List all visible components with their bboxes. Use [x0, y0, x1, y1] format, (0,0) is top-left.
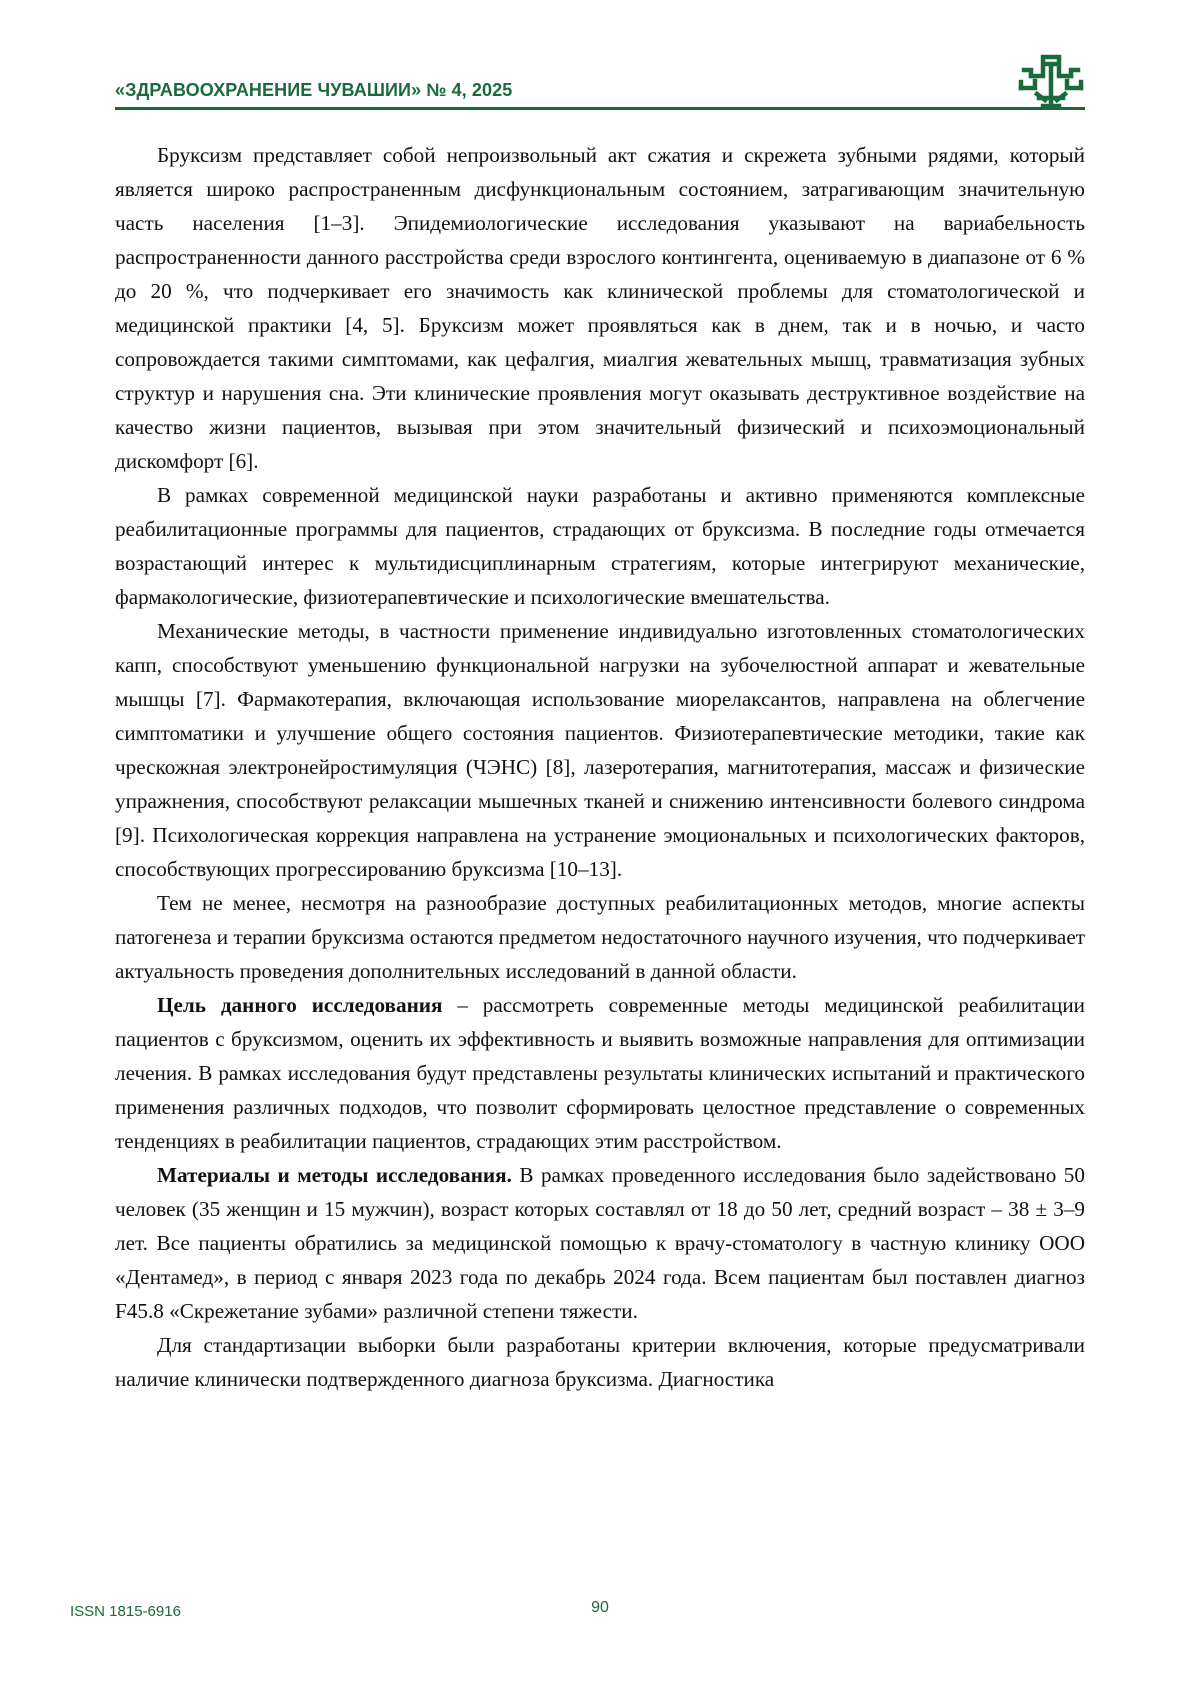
materials-methods-heading: Материалы и методы исследования.	[157, 1163, 512, 1187]
paragraph-rehabilitation-programs: В рамках современной медицинской науки разработаны и активно применяются комплексные реабилитационные программы для пациентов, страдающих от бруксизма. В последние годы отмечается возрастающий интерес к мультидисциплинарным стратегиям, которые интегрируют механические, фармакологические, физиотерапевтические и психологические вмешательства.	[115, 483, 1085, 609]
paragraph-treatment-methods: Механические методы, в частности применение индивидуально изготовленных стоматологических капп, способствуют уменьшению функциональной нагрузки на зубочелюстной аппарат и жевательные мышцы [7]. Фармакотерапия, включающая использование миорелаксантов, направлена на облегчение симптоматики и улучшение общего состояния пациентов. Физиотерапевтические методики, такие как чрескожная электронейростимуляция (ЧЭНС) [8], лазеротерапия, магнитотерапия, массаж и физические упражнения, способствуют релаксации мышечных тканей и снижению интенсивности болевого синдрома [9]. Психологическая коррекция направлена на устранение эмоциональных и психологических факторов, способствующих прогрессированию бруксизма [10–13].	[115, 619, 1085, 881]
page-number: 90	[591, 1599, 609, 1616]
journal-title: «ЗДРАВООХРАНЕНИЕ ЧУВАШИИ» № 4, 2025	[115, 80, 513, 100]
header-divider	[115, 107, 1085, 110]
paragraph-study-aim: Цель данного исследования – рассмотреть современные методы медицинской реабилитации пациентов с бруксизмом, оценить их эффективность и выявить возможные направления для оптимизации лечения. В рамках исследования будут представлены результаты клинических испытаний и практического применения различных подходов, что позволит сформировать целостное представление о современных тенденциях в реабилитации пациентов, страдающих этим расстройством.	[115, 993, 1085, 1153]
paragraph-materials-methods: Материалы и методы исследования. В рамках проведенного исследования было задействовано 50 человек (35 женщин и 15 мужчин), возраст которых составлял от 18 до 50 лет, средний возраст – 38 ± 3–9 лет. Все пациенты обратились за медицинской помощью к врачу-стоматологу в частную клинику ООО «Дентамед», в период с января 2023 года по декабрь 2024 года. Всем пациентам был поставлен диагноз F45.8 «Скрежетание зубами» различной степени тяжести.	[115, 1163, 1085, 1323]
chuvash-tree-emblem-icon	[1015, 54, 1087, 112]
paragraph-inclusion-criteria: Для стандартизации выборки были разработаны критерии включения, которые предусматривали наличие клинически подтвержденного диагноза бруксизма. Диагностика	[115, 1333, 1085, 1391]
paragraph-bruxism-definition: Бруксизм представляет собой непроизвольный акт сжатия и скрежета зубными рядями, который является широко распространенным дисфункциональным состоянием, затрагивающим значительную часть населения [1–3]. Эпидемиологические исследования указывают на вариабельность распространенности данного расстройства среди взрослого контингента, оцениваемую в диапазоне от 6 % до 20 %, что подчеркивает его значимость как клинической проблемы для стоматологической и медицинской практики [4, 5]. Бруксизм может проявляться как в днем, так и в ночью, и часто сопровождается такими симптомами, как цефалгия, миалгия жевательных мышц, травматизация зубных структур и нарушения сна. Эти клинические проявления могут оказывать деструктивное воздействие на качество жизни пациентов, вызывая при этом значительный физический и психоэмоциональный дискомфорт [6].	[115, 143, 1085, 473]
article-body	[115, 138, 1085, 1396]
paragraph-research-gap: Тем не менее, несмотря на разнообразие доступных реабилитационных методов, многие аспекты патогенеза и терапии бруксизма остаются предметом недостаточного научного изучения, что подчеркивает актуальность проведения дополнительных исследований в данной области.	[115, 891, 1085, 983]
footer-issn: ISSN 1815-6916	[70, 1603, 181, 1620]
study-aim-heading: Цель данного исследования	[157, 993, 443, 1017]
